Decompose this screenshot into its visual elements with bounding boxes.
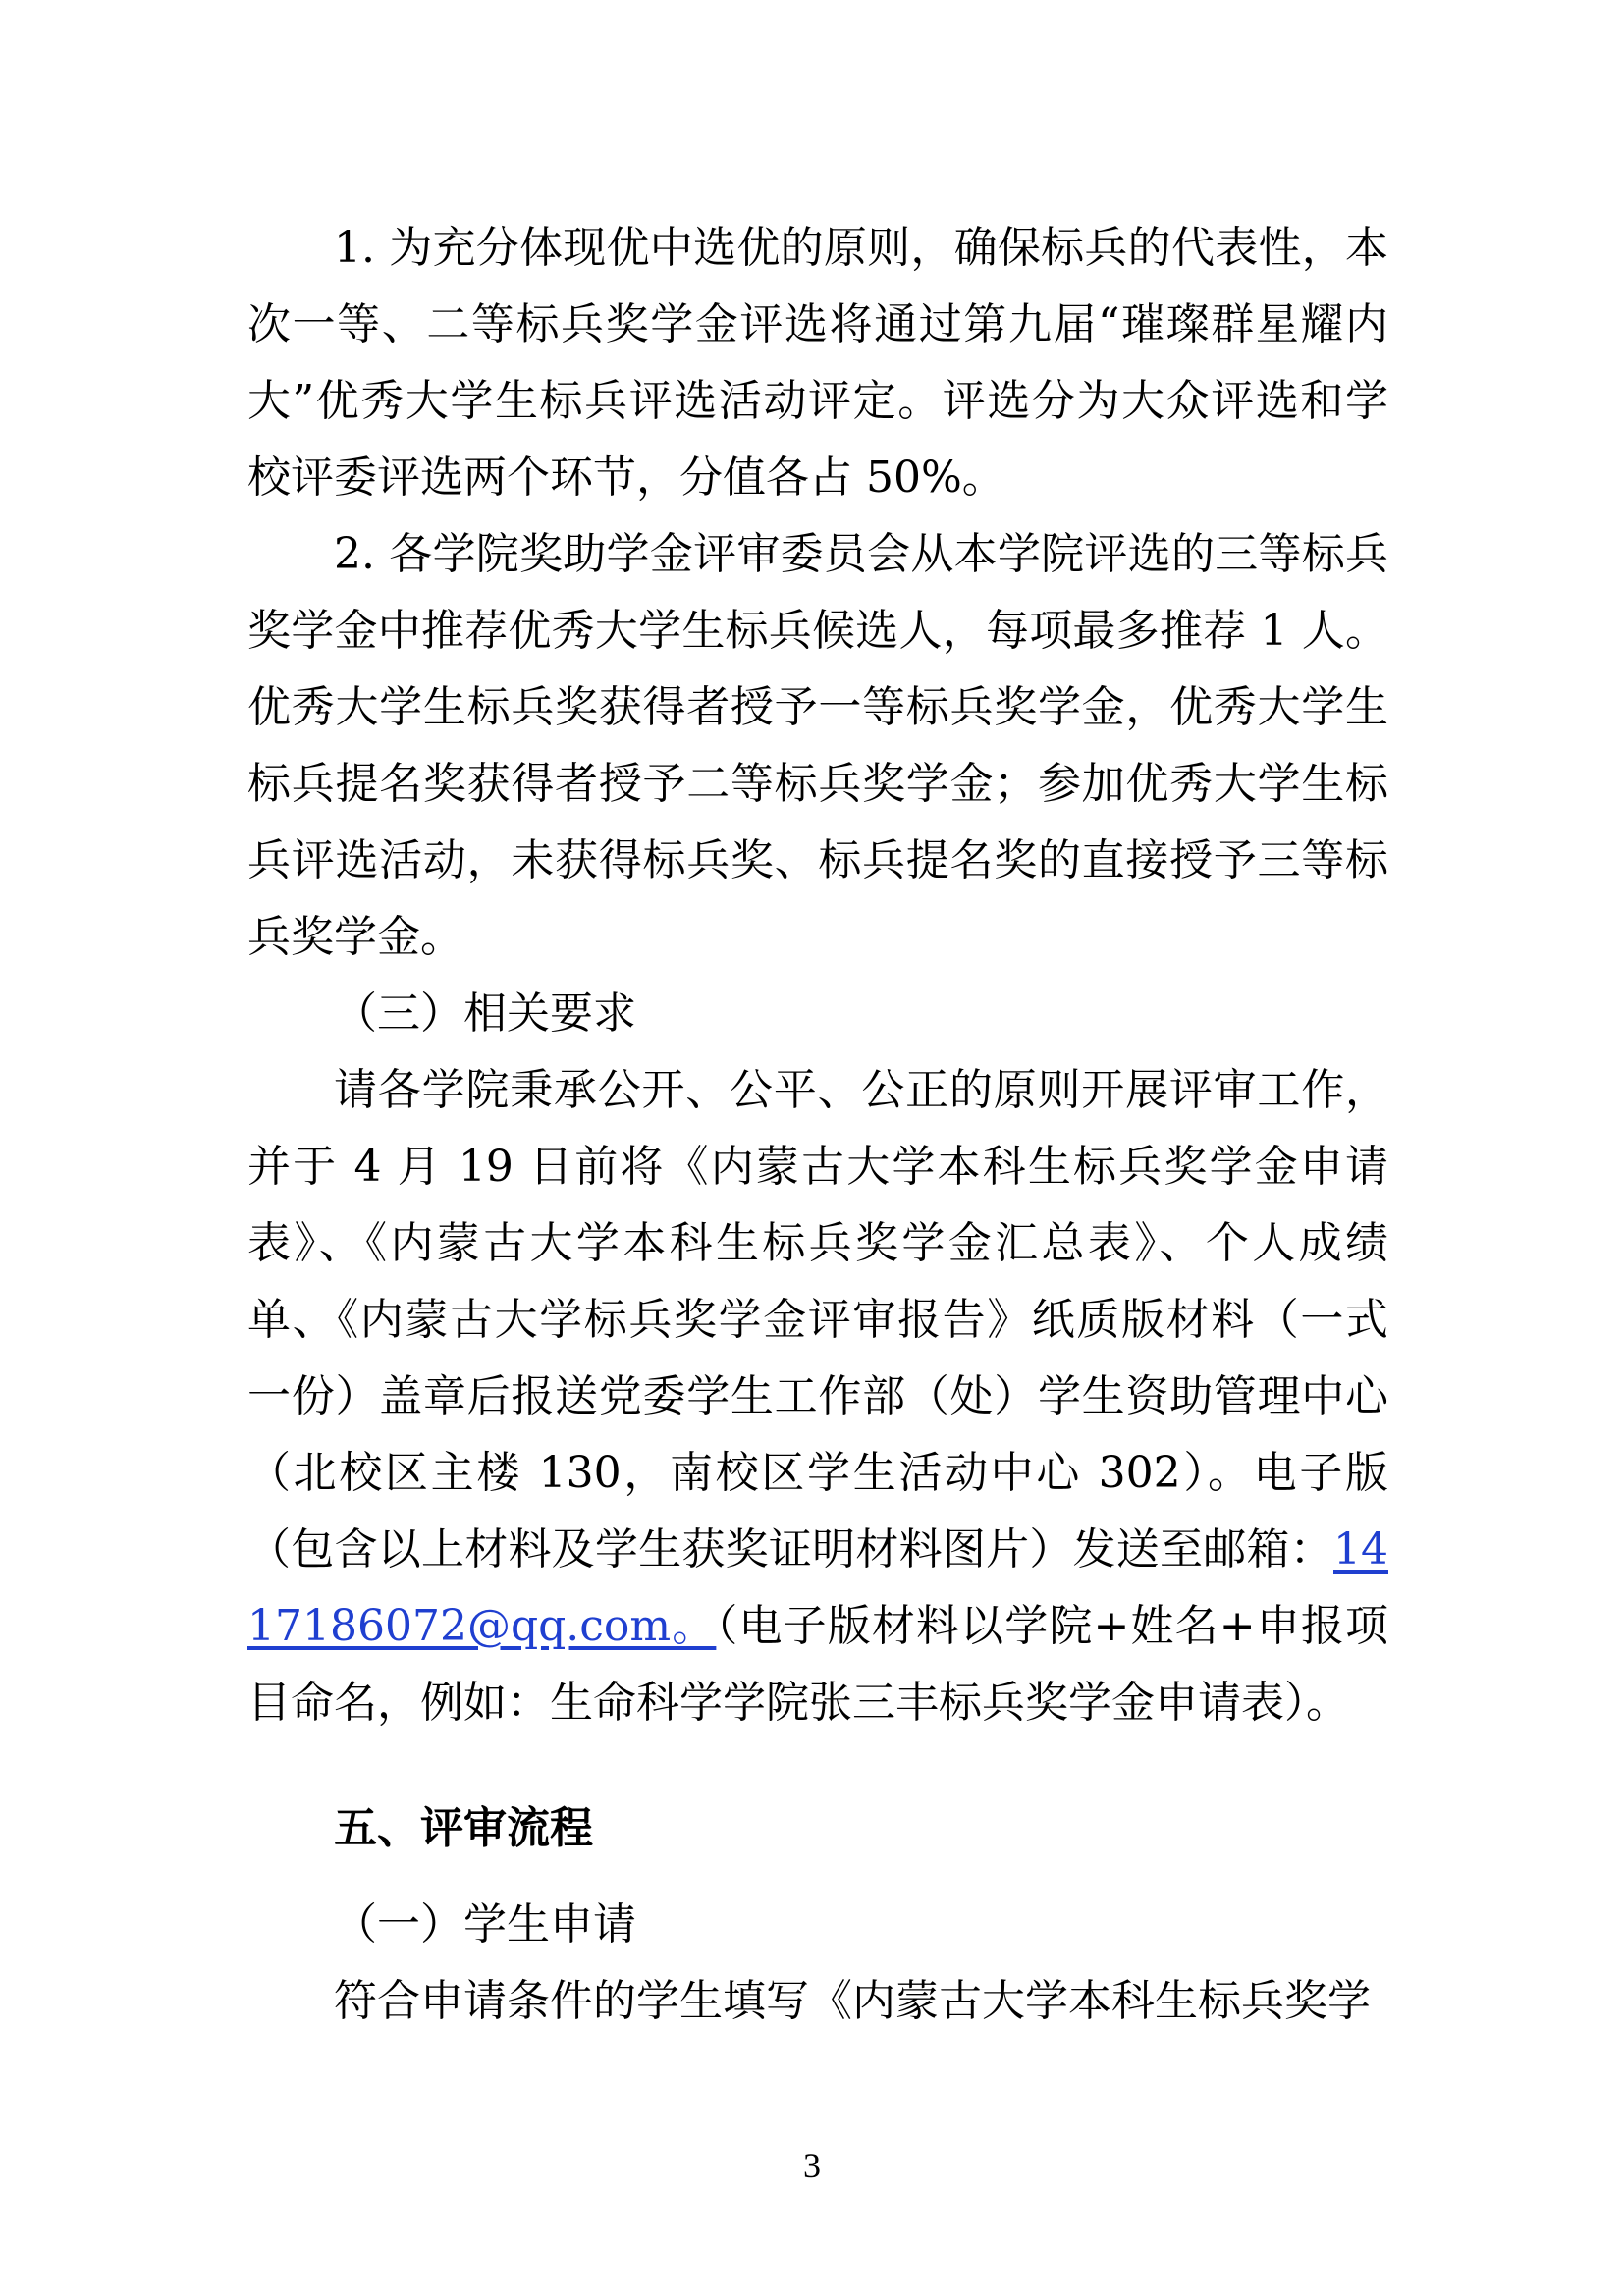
paragraph-requirements: [247, 1052, 1388, 1741]
requirements-text: 请各学院秉承公开、公平、公正的原则开展评审工作，并于 4 月 19 日前将《内蒙古大学本科生标兵奖学金申请表》、《内蒙古大学本科生标兵奖学金汇总表》、个人成绩单、《内蒙古大学标兵奖学金评审报告》纸质版材料（一式一份）盖章后报送党委学生工作部（处）学生资助管理中心（北校区主楼 130，南校区学生活动中心 302）。电子版（包含以上材料及学生获奖证明材料图片）发送至邮箱：: [247, 1065, 1388, 1575]
page-number: 3: [803, 2146, 821, 2185]
paragraph-student-application: 符合申请条件的学生填写《内蒙古大学本科生标兵奖学: [334, 1976, 1371, 2026]
subsection-title-requirements: （三）相关要求: [334, 988, 636, 1039]
paragraph-selection-method: 1. 为充分体现优中选优的原则，确保标兵的代表性，本次一等、二等标兵奖学金评选将通过第九届“璀璨群星耀内大”优秀大学生标兵评选活动评定。评选分为大众评选和学校评委评选两个环节，分值各占 50%。: [247, 223, 1388, 503]
document-body: [247, 210, 1388, 2040]
section-heading-review-process: 五、评审流程: [334, 1803, 593, 1853]
paragraph-nomination: 2. 各学院奖助学金评审委员会从本学院评选的三等标兵奖学金中推荐优秀大学生标兵候选人，每项最多推荐 1 人。优秀大学生标兵奖获得者授予一等标兵奖学金，优秀大学生标兵提名奖获得者授予二等标兵奖学金；参加优秀大学生标兵评选活动，未获得标兵奖、标兵提名奖的直接授予三等标兵奖学金。: [247, 529, 1388, 962]
subsection-title-student-application: （一）学生申请: [334, 1899, 636, 1949]
email-link[interactable]: 1417186072@qq.com。: [247, 1524, 1388, 1651]
requirements-tail: （电子版材料以学院+姓名+申报项目命名，例如：生命科学学院张三丰标兵奖学金申请表）。: [247, 1601, 1388, 1728]
